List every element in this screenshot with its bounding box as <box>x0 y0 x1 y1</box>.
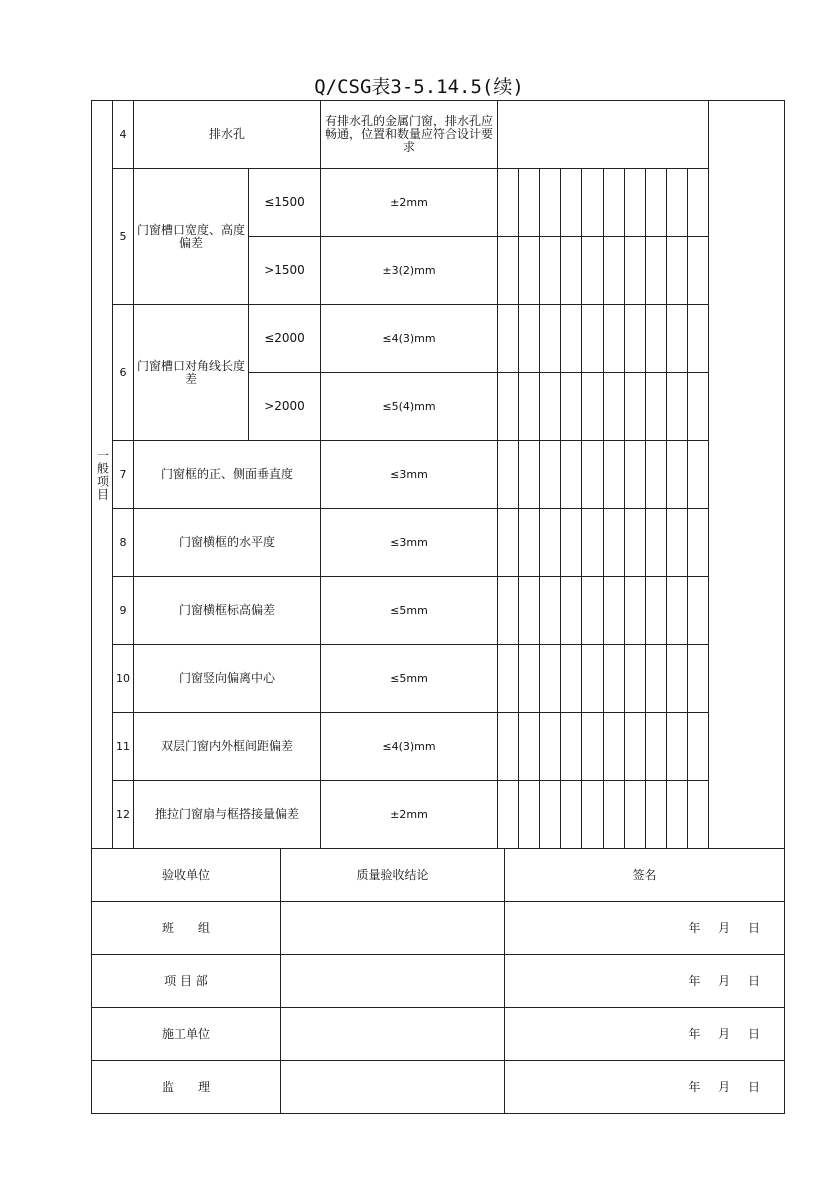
quality-conclusion-cell[interactable] <box>280 1060 505 1114</box>
signature-date-cell[interactable]: 年 月 日 <box>504 1007 785 1061</box>
measurement-cell[interactable] <box>624 236 646 305</box>
acceptance-unit: 监 理 <box>91 1060 281 1114</box>
item-number: 6 <box>112 304 134 441</box>
measurement-cell[interactable] <box>666 644 688 713</box>
measurement-cell[interactable] <box>581 304 604 373</box>
item-condition: ≤2000 <box>248 304 321 373</box>
measurement-cell[interactable] <box>603 712 625 781</box>
measurement-cell[interactable] <box>687 712 709 781</box>
measurement-cell[interactable] <box>497 576 519 645</box>
signature-date-cell[interactable]: 年 月 日 <box>504 1060 785 1114</box>
item-tolerance: ≤5mm <box>320 576 498 645</box>
measurement-cell[interactable] <box>645 508 667 577</box>
measurement-cell[interactable] <box>539 508 561 577</box>
form-title: Q/CSG表3-5.14.5(续) <box>314 76 524 98</box>
measurement-cell[interactable] <box>560 644 582 713</box>
measurement-cell[interactable] <box>687 372 709 441</box>
measurement-cell[interactable] <box>687 644 709 713</box>
measurement-cell[interactable] <box>645 236 667 305</box>
item-tolerance: ≤4(3)mm <box>320 304 498 373</box>
measurement-cell[interactable] <box>645 168 667 237</box>
acceptance-unit: 施工单位 <box>91 1007 281 1061</box>
measurement-cell[interactable] <box>539 780 561 849</box>
measurement-cell[interactable] <box>518 712 540 781</box>
measurement-cell[interactable] <box>645 712 667 781</box>
measurement-cell[interactable] <box>603 372 625 441</box>
item-tolerance: ≤3mm <box>320 508 498 577</box>
measurement-cell[interactable] <box>581 644 604 713</box>
measurement-cell[interactable] <box>624 508 646 577</box>
item-name: 门窗横框标高偏差 <box>133 576 321 645</box>
measurement-cell[interactable] <box>624 576 646 645</box>
measurement-cell[interactable] <box>645 304 667 373</box>
measurement-cell[interactable] <box>645 644 667 713</box>
measurement-cell[interactable] <box>497 100 709 169</box>
measurement-cell[interactable] <box>645 440 667 509</box>
item-name: 门窗槽口对角线长度差 <box>133 304 249 441</box>
measurement-cell[interactable] <box>666 508 688 577</box>
measurement-cell[interactable] <box>666 440 688 509</box>
measurement-cell[interactable] <box>560 440 582 509</box>
measurement-cell[interactable] <box>518 644 540 713</box>
item-tolerance: 有排水孔的金属门窗，排水孔应畅通，位置和数量应符合设计要求 <box>320 100 498 169</box>
acceptance-header: 验收单位 <box>91 848 281 902</box>
measurement-cell[interactable] <box>666 236 688 305</box>
measurement-cell[interactable] <box>581 236 604 305</box>
item-name: 门窗框的正、侧面垂直度 <box>133 440 321 509</box>
measurement-cell[interactable] <box>497 508 519 577</box>
quality-conclusion-cell[interactable] <box>280 954 505 1008</box>
measurement-cell[interactable] <box>497 440 519 509</box>
item-tolerance: ≤5mm <box>320 644 498 713</box>
item-name: 门窗竖向偏离中心 <box>133 644 321 713</box>
item-name: 双层门窗内外框间距偏差 <box>133 712 321 781</box>
measurement-cell[interactable] <box>581 508 604 577</box>
measurement-cell[interactable] <box>560 168 582 237</box>
measurement-cell[interactable] <box>624 372 646 441</box>
item-number: 12 <box>112 780 134 849</box>
measurement-cell[interactable] <box>497 644 519 713</box>
item-name: 排水孔 <box>133 100 321 169</box>
measurement-cell[interactable] <box>539 712 561 781</box>
item-number: 4 <box>112 100 134 169</box>
signature-date-cell[interactable]: 年 月 日 <box>504 954 785 1008</box>
item-tolerance: ≤4(3)mm <box>320 712 498 781</box>
item-condition: ≤1500 <box>248 168 321 237</box>
measurement-cell[interactable] <box>603 440 625 509</box>
measurement-cell[interactable] <box>581 372 604 441</box>
quality-conclusion-cell[interactable] <box>280 901 505 955</box>
measurement-cell[interactable] <box>518 576 540 645</box>
measurement-cell[interactable] <box>581 780 604 849</box>
measurement-cell[interactable] <box>666 712 688 781</box>
measurement-cell[interactable] <box>666 168 688 237</box>
measurement-cell[interactable] <box>603 168 625 237</box>
measurement-cell[interactable] <box>603 236 625 305</box>
measurement-cell[interactable] <box>645 372 667 441</box>
acceptance-unit: 班 组 <box>91 901 281 955</box>
quality-conclusion-cell[interactable] <box>280 1007 505 1061</box>
measurement-cell[interactable] <box>687 168 709 237</box>
item-tolerance: ±2mm <box>320 168 498 237</box>
measurement-cell[interactable] <box>624 440 646 509</box>
measurement-cell[interactable] <box>518 168 540 237</box>
measurement-cell[interactable] <box>518 440 540 509</box>
measurement-cell[interactable] <box>603 644 625 713</box>
measurement-cell[interactable] <box>539 236 561 305</box>
measurement-cell[interactable] <box>518 372 540 441</box>
item-number: 7 <box>112 440 134 509</box>
measurement-cell[interactable] <box>581 440 604 509</box>
measurement-cell[interactable] <box>687 236 709 305</box>
measurement-cell[interactable] <box>497 780 519 849</box>
item-name: 门窗横框的水平度 <box>133 508 321 577</box>
measurement-cell[interactable] <box>560 780 582 849</box>
measurement-cell[interactable] <box>518 508 540 577</box>
remarks-cell[interactable] <box>708 100 785 849</box>
item-condition: >1500 <box>248 236 321 305</box>
item-number: 5 <box>112 168 134 305</box>
acceptance-header: 质量验收结论 <box>280 848 505 902</box>
measurement-cell[interactable] <box>624 712 646 781</box>
item-condition: >2000 <box>248 372 321 441</box>
measurement-cell[interactable] <box>539 304 561 373</box>
item-tolerance: ≤5(4)mm <box>320 372 498 441</box>
measurement-cell[interactable] <box>560 508 582 577</box>
measurement-cell[interactable] <box>560 372 582 441</box>
measurement-cell[interactable] <box>687 576 709 645</box>
measurement-cell[interactable] <box>603 304 625 373</box>
measurement-cell[interactable] <box>539 372 561 441</box>
measurement-cell[interactable] <box>666 304 688 373</box>
measurement-cell[interactable] <box>687 304 709 373</box>
measurement-cell[interactable] <box>624 168 646 237</box>
item-number: 10 <box>112 644 134 713</box>
item-number: 9 <box>112 576 134 645</box>
measurement-cell[interactable] <box>518 304 540 373</box>
measurement-cell[interactable] <box>687 508 709 577</box>
measurement-cell[interactable] <box>666 576 688 645</box>
measurement-cell[interactable] <box>687 440 709 509</box>
item-number: 11 <box>112 712 134 781</box>
measurement-cell[interactable] <box>624 644 646 713</box>
item-tolerance: ±2mm <box>320 780 498 849</box>
measurement-cell[interactable] <box>497 236 519 305</box>
item-tolerance: ≤3mm <box>320 440 498 509</box>
item-name: 推拉门窗扇与框搭接量偏差 <box>133 780 321 849</box>
measurement-cell[interactable] <box>581 712 604 781</box>
measurement-cell[interactable] <box>645 576 667 645</box>
measurement-cell[interactable] <box>624 304 646 373</box>
measurement-cell[interactable] <box>687 780 709 849</box>
measurement-cell[interactable] <box>560 576 582 645</box>
measurement-cell[interactable] <box>518 236 540 305</box>
measurement-cell[interactable] <box>497 712 519 781</box>
measurement-cell[interactable] <box>539 440 561 509</box>
acceptance-header: 签名 <box>504 848 785 902</box>
signature-date-cell[interactable]: 年 月 日 <box>504 901 785 955</box>
measurement-cell[interactable] <box>560 712 582 781</box>
measurement-cell[interactable] <box>497 168 519 237</box>
measurement-cell[interactable] <box>603 780 625 849</box>
section-label-general-items: 一般项目 <box>91 100 113 849</box>
measurement-cell[interactable] <box>539 644 561 713</box>
item-number: 8 <box>112 508 134 577</box>
item-tolerance: ±3(2)mm <box>320 236 498 305</box>
item-name: 门窗槽口宽度、高度偏差 <box>133 168 249 305</box>
measurement-cell[interactable] <box>666 780 688 849</box>
measurement-cell[interactable] <box>539 576 561 645</box>
measurement-cell[interactable] <box>518 780 540 849</box>
measurement-cell[interactable] <box>581 168 604 237</box>
measurement-cell[interactable] <box>560 236 582 305</box>
measurement-cell[interactable] <box>581 576 604 645</box>
measurement-cell[interactable] <box>603 576 625 645</box>
acceptance-unit: 项 目 部 <box>91 954 281 1008</box>
measurement-cell[interactable] <box>603 508 625 577</box>
measurement-cell[interactable] <box>560 304 582 373</box>
measurement-cell[interactable] <box>645 780 667 849</box>
measurement-cell[interactable] <box>497 372 519 441</box>
measurement-cell[interactable] <box>539 168 561 237</box>
measurement-cell[interactable] <box>624 780 646 849</box>
measurement-cell[interactable] <box>497 304 519 373</box>
measurement-cell[interactable] <box>666 372 688 441</box>
